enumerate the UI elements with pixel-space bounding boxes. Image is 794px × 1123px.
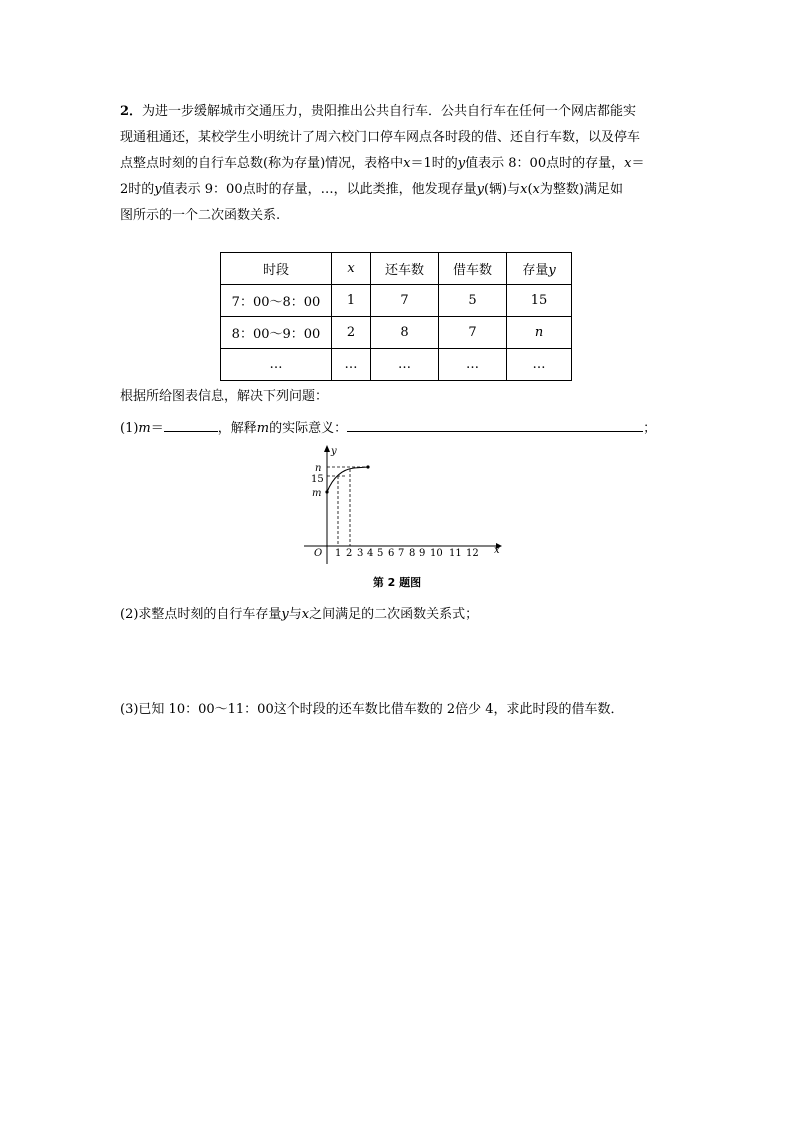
y-tick-15: 15	[311, 474, 324, 485]
curve-point-m	[325, 490, 328, 493]
y-tick-m: m	[312, 488, 322, 499]
x-tick: 5	[377, 548, 384, 559]
x-tick: 2	[346, 548, 353, 559]
table-cell: 8：00～9：00	[221, 317, 332, 349]
var-y: y	[154, 182, 162, 197]
question-1	[120, 416, 680, 442]
origin-label: O	[314, 548, 323, 559]
x-tick: 8	[409, 548, 416, 559]
table-cell: …	[507, 349, 572, 381]
var-m: m	[138, 421, 151, 436]
table-cell: 5	[439, 285, 507, 317]
function-graph	[296, 442, 506, 566]
var-x: x	[520, 182, 528, 197]
problem-text-line5: 图所示的一个二次函数关系.	[120, 208, 281, 223]
q1-text: 的实际意义：	[269, 421, 348, 436]
table-cell: …	[371, 349, 439, 381]
q1-label: (1)	[120, 421, 139, 436]
x-tick: 9	[419, 548, 426, 559]
table-cell: 7	[439, 317, 507, 349]
x-tick: 3	[357, 548, 364, 559]
problem-text-line4a: 2时的	[120, 182, 155, 197]
table-cell: 1	[332, 285, 371, 317]
table-cell: …	[332, 349, 371, 381]
q1-text: ，解释	[217, 421, 257, 436]
table-header: 还车数	[371, 253, 439, 285]
table-header: 时段	[221, 253, 332, 285]
q2-text: 与	[288, 607, 302, 622]
problem-text-line3g: ＝	[631, 156, 645, 171]
var-x: x	[301, 607, 310, 622]
table-cell: n	[507, 317, 572, 349]
problem-number: 2．	[120, 104, 143, 119]
y-axis-label: y	[331, 446, 337, 457]
parabola-curve	[327, 467, 368, 492]
curve-point-end	[366, 465, 369, 468]
problem-text-line4c: 值表示 9：00点时的存量，…，以此类推，他发现存量	[161, 182, 477, 197]
table-row	[221, 317, 572, 349]
table-header: 借车数	[439, 253, 507, 285]
table-cell: 15	[507, 285, 572, 317]
x-tick: 6	[388, 548, 395, 559]
q2-text: (2)求整点时刻的自行车存量	[120, 607, 282, 622]
var-m: m	[256, 421, 270, 436]
table-header: x	[332, 253, 371, 285]
table-cell: …	[221, 349, 332, 381]
problem-text-line4e: (辆)与	[483, 182, 521, 197]
x-tick: 11	[449, 548, 462, 559]
table-cell: 2	[332, 317, 371, 349]
q1-equals: ＝	[150, 421, 164, 436]
x-tick: 7	[398, 548, 405, 559]
x-axis-label: x	[494, 545, 500, 556]
x-tick: 1	[335, 548, 342, 559]
question-3: (3)已知 10：00～11：00这个时段的还车数比借车数的 2倍少 4，求此时段的借车数．	[120, 702, 624, 717]
intro-text: 根据所给图表信息，解决下列问题：	[120, 389, 329, 404]
question-2	[120, 602, 680, 628]
table-header-row	[221, 253, 572, 285]
var-x: x	[532, 182, 540, 197]
var-y: y	[281, 607, 289, 622]
answer-blank-meaning[interactable]	[347, 419, 643, 432]
q1-semicolon: ；	[643, 421, 657, 436]
table-cell: 8	[371, 317, 439, 349]
problem-text-line4i: 为整数)满足如	[539, 182, 623, 197]
q2-text: 之间满足的二次函数关系式；	[309, 607, 479, 622]
problem-text-line2: 现通租通还，某校学生小明统计了周六校门口停车网点各时段的借、还自行车数，以及停车	[120, 130, 641, 145]
var-x: x	[624, 156, 632, 171]
problem-statement	[120, 99, 680, 229]
figure-caption: 第 2 题图	[372, 576, 422, 589]
x-tick: 4	[367, 548, 374, 559]
answer-blank-m[interactable]	[164, 419, 218, 432]
data-table	[220, 252, 572, 381]
problem-text-line3a: 点整点时刻的自行车总数(称为存量)情况，表格中	[120, 156, 404, 171]
x-tick: 10	[430, 548, 443, 559]
table-cell: 7：00～8：00	[221, 285, 332, 317]
problem-text-line4g: (	[527, 182, 533, 197]
table-cell: 7	[371, 285, 439, 317]
var-x: x	[403, 156, 411, 171]
table-row	[221, 349, 572, 381]
var-y: y	[457, 156, 466, 171]
x-tick: 12	[466, 548, 479, 559]
x-ticks	[335, 548, 479, 559]
table-cell: …	[439, 349, 507, 381]
problem-text-line1: 为进一步缓解城市交通压力，贵阳推出公共自行车．公共自行车在任何一个网店都能实	[142, 104, 637, 119]
table-row	[221, 285, 572, 317]
y-axis-arrow	[324, 445, 330, 452]
problem-text-line3c: ＝1时的	[410, 156, 458, 171]
y-tick-n: n	[315, 463, 322, 474]
problem-text-line3e: 值表示 8：00点时的存量，	[465, 156, 625, 171]
var-y: y	[476, 182, 484, 197]
table-header: 存量y	[507, 253, 572, 285]
